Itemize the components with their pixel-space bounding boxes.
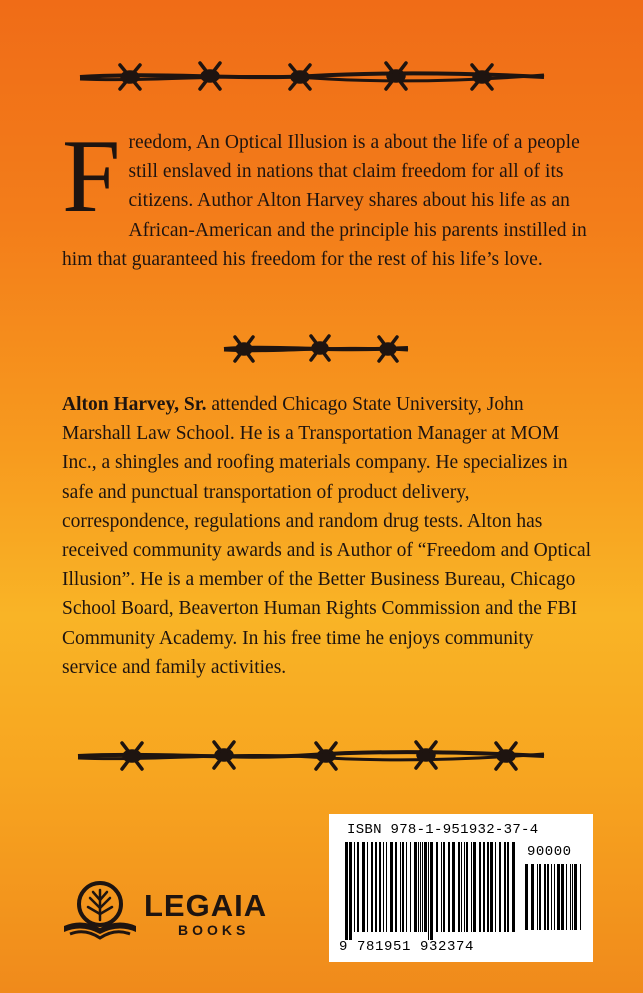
barcode-bar — [512, 842, 515, 932]
barcode-bar — [566, 864, 567, 930]
barcode-bar — [473, 842, 476, 932]
barbed-wire-middle — [222, 330, 410, 366]
barcode-bar — [441, 842, 442, 932]
barcode-bar — [414, 842, 417, 932]
barcode-bar — [406, 842, 407, 932]
barcode-bar — [400, 842, 401, 932]
barcode-bar — [458, 842, 460, 932]
barcode-bar — [479, 842, 481, 932]
author-name: Alton Harvey, Sr. — [62, 394, 207, 415]
barcode-bar — [428, 842, 429, 940]
barcode-bar — [443, 842, 445, 932]
barcode-bar — [464, 842, 465, 932]
barcode-bar — [531, 864, 534, 930]
ean-digits: 9 781951 932374 — [339, 939, 475, 955]
price-code: 90000 — [527, 844, 572, 860]
barbed-wire-bottom — [76, 736, 546, 774]
barcode-bar — [362, 842, 365, 932]
barcode-bar — [466, 842, 468, 932]
dropcap-letter: F — [62, 117, 121, 234]
barcode-bar — [483, 842, 485, 932]
barcode-bar — [349, 842, 352, 940]
barcode-bar — [537, 864, 538, 930]
barcode-bar — [487, 842, 489, 932]
barcode-bar — [547, 864, 549, 930]
barcode-bar — [402, 842, 404, 932]
barcode-bar — [436, 842, 438, 932]
barcode-bar — [395, 842, 397, 932]
barcode-bar — [424, 842, 427, 932]
author-bio-text: attended Chicago State University, John Marshall Law School. He is a Transportation Manager at MOM Inc., a shingles and roofing materials company. He specializes in safe and punctual transportation of product delivery, correspondence, regulations and random drug tests. Alton has received community awards and is Author of “Freedom and Optical Illusion”. He is a member of the Better Business Bureau, Chicago School Board, Beaverton Human Rights Commission and the FBI Community Academy. In his free time he enjoys community service and family activities. — [62, 394, 592, 678]
barcode-bar — [448, 842, 450, 932]
barcode-bar — [410, 842, 411, 932]
barcode-bar — [386, 842, 387, 932]
barcode-bar — [504, 842, 506, 932]
barcode-bar — [551, 864, 552, 930]
barcode-bar — [383, 842, 384, 932]
isbn-barcode — [329, 814, 593, 962]
barcode-bar — [539, 864, 541, 930]
barcode-bar — [495, 842, 496, 932]
barcode-bar — [554, 864, 555, 930]
barcode-bar — [379, 842, 381, 932]
isbn-number: ISBN 978-1-951932-37-4 — [347, 822, 539, 838]
barbed-wire-top — [78, 58, 546, 94]
barcode-bar — [461, 842, 462, 932]
barcode-bar — [357, 842, 359, 932]
book-description-text: reedom, An Optical Illusion is a about the life of a people still enslaved in nations that claim freedom for all of its citizens. Author Alton Harvey shares about his life as an African-American and the principle his parents instilled in him that guaranteed his freedom for the rest of his life’s love. — [62, 132, 587, 270]
price-addon-bars — [525, 864, 581, 938]
barcode-bar — [367, 842, 368, 932]
barcode-bar — [557, 864, 560, 930]
barcode-bar — [345, 842, 348, 940]
barcode-bar — [490, 842, 493, 932]
tree-book-icon — [60, 880, 140, 942]
barcode-bar — [375, 842, 377, 932]
barcode-bar — [418, 842, 419, 932]
barcode-bar — [561, 864, 564, 930]
publisher-name: LEGAIA — [144, 888, 268, 923]
publisher-logo — [60, 880, 270, 942]
barcode-bar — [390, 842, 393, 932]
book-description — [62, 117, 588, 274]
ean-barcode-bars — [345, 842, 515, 940]
author-bio — [62, 390, 592, 682]
barcode-bar — [422, 842, 423, 932]
barcode-bar — [580, 864, 581, 930]
barcode-bar — [430, 842, 433, 940]
barcode-bar — [452, 842, 455, 932]
barcode-bar — [354, 842, 355, 932]
barcode-bar — [570, 864, 571, 930]
barcode-bar — [572, 864, 573, 930]
barcode-bar — [507, 842, 509, 932]
publisher-subtitle: BOOKS — [178, 922, 250, 938]
barcode-bar — [574, 864, 577, 930]
barcode-bar — [544, 864, 546, 930]
barcode-bar — [420, 842, 421, 932]
barcode-bar — [471, 842, 472, 932]
barcode-bar — [525, 864, 528, 930]
barcode-bar — [371, 842, 373, 932]
barcode-bar — [499, 842, 501, 932]
